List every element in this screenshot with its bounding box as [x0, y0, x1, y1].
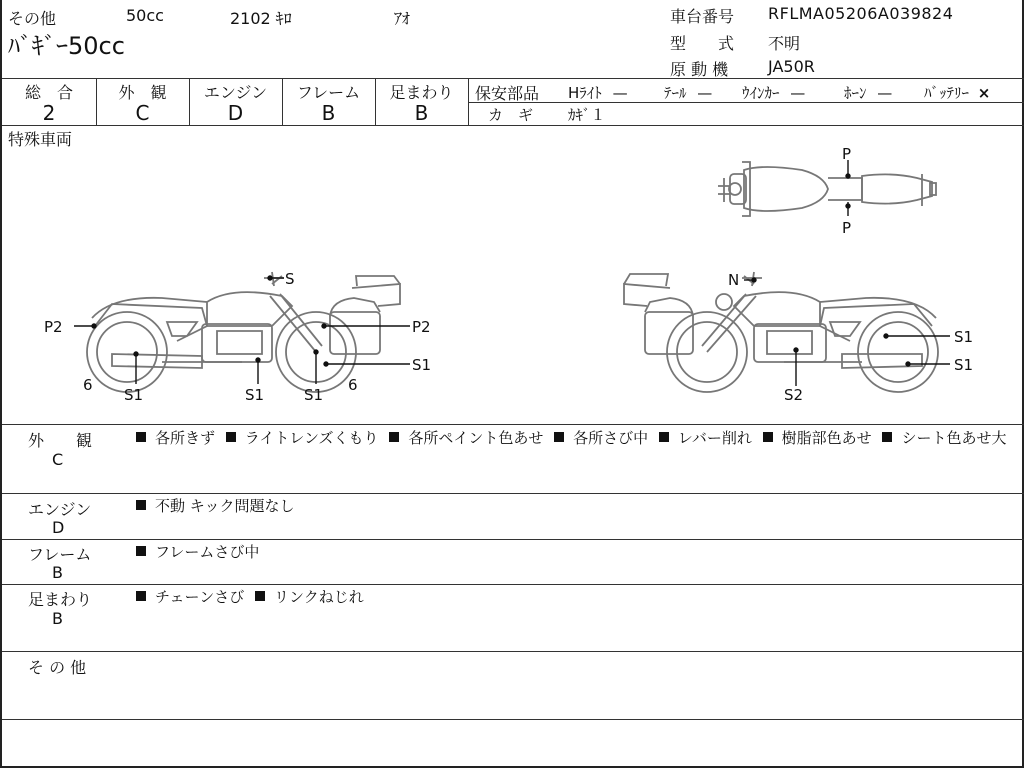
mark-left-5: 6 — [83, 376, 93, 394]
grade-label-exterior: 外 観 — [118, 83, 167, 102]
safety-item-winker — [742, 82, 805, 103]
list-item: フレームさび中 — [136, 543, 259, 561]
section-items-engine — [136, 495, 300, 518]
safety-item-headlight — [568, 82, 628, 103]
section-grade-engine: D — [52, 518, 65, 537]
engine-code: JA50R — [768, 57, 815, 76]
right-side-motorcycle — [624, 272, 938, 392]
mark-top-1: P — [842, 145, 852, 163]
model-code: 不明 — [768, 34, 801, 53]
safety-item-name: ｳｲﾝｶｰ — [742, 84, 780, 102]
section-items-exterior — [136, 427, 1016, 450]
grade-label-frame: フレーム — [296, 83, 361, 102]
mark-top-2: P — [842, 219, 852, 237]
mark-left-9: 6 — [348, 376, 358, 394]
safety-item-status: — — [790, 84, 806, 102]
mark-right-3: S1 — [954, 356, 974, 374]
mark-left-2: P2 — [44, 318, 63, 336]
color: ｱｵ — [394, 9, 411, 28]
key-label: カ ギ — [488, 106, 534, 124]
mark-left-1: S — [285, 270, 295, 288]
grade-label-engine: エンジン — [203, 83, 268, 102]
safety-item-battery — [924, 82, 990, 103]
section-grade-exterior: C — [52, 450, 64, 469]
mark-left-4: S1 — [412, 356, 432, 374]
section-label-suspension: 足まわり — [28, 590, 93, 609]
section-label-engine: エンジン — [28, 500, 92, 519]
safety-item-name: ﾎｰﾝ — [844, 84, 867, 102]
safety-item-name: ﾃｰﾙ — [664, 84, 687, 102]
safety-item-status: — — [612, 84, 628, 102]
safety-item-horn — [844, 82, 892, 103]
grade-value-overall: 2 — [42, 101, 56, 125]
list-item: 各所きず — [136, 429, 215, 447]
mark-right-2: S1 — [954, 328, 974, 346]
section-label-other: そ の 他 — [28, 658, 87, 677]
mark-right-1: N — [728, 271, 740, 289]
section-label-frame: フレーム — [28, 545, 92, 564]
section-items-frame — [136, 541, 265, 564]
model-name: ﾊﾞｷﾞｰ50cc — [8, 32, 125, 60]
frame-no: RFLMA05206A039824 — [768, 4, 954, 23]
safety-item-status: — — [877, 84, 893, 102]
safety-label: 保安部品 — [475, 84, 540, 103]
mark-left-6: S1 — [124, 386, 144, 404]
list-item: 各所さび中 — [554, 429, 648, 447]
top-view-motorcycle — [718, 162, 936, 216]
list-item: レバー削れ — [659, 429, 752, 447]
grade-value-frame: B — [321, 101, 336, 125]
safety-item-name: Hﾗｲﾄ — [568, 84, 602, 102]
mark-left-7: S1 — [245, 386, 265, 404]
list-item: ライトレンズくもり — [226, 429, 379, 447]
key-value: ｶｷﾞ１ — [568, 106, 606, 124]
mark-right-4: S2 — [784, 386, 804, 404]
section-grade-suspension: B — [52, 609, 63, 628]
displacement: 50cc — [126, 6, 164, 25]
category-label: その他 — [8, 9, 57, 28]
grade-value-exterior: C — [135, 101, 150, 125]
list-item: 樹脂部色あせ — [763, 429, 872, 447]
engine-label: 原 動 機 — [670, 60, 729, 79]
section-items-suspension — [136, 586, 370, 609]
left-side-motorcycle — [87, 272, 400, 392]
frame-no-label: 車台番号 — [670, 7, 735, 26]
list-item: リンクねじれ — [255, 588, 364, 606]
safety-item-status: × — [977, 84, 991, 102]
mileage: 2102 ｷﾛ — [230, 9, 292, 28]
list-item: 不動 キック問題なし — [136, 497, 294, 515]
special-vehicle-label: 特殊車両 — [8, 130, 73, 149]
grade-value-engine: D — [227, 101, 244, 125]
safety-item-status: — — [697, 84, 713, 102]
list-item: 各所ペイント色あせ — [389, 429, 543, 447]
list-item: シート色あせ大 — [882, 429, 1006, 447]
mark-left-8: S1 — [304, 386, 324, 404]
section-grade-frame: B — [52, 563, 63, 582]
section-label-exterior: 外 観 — [28, 431, 93, 450]
safety-item-tail — [664, 82, 712, 103]
grade-value-suspension: B — [414, 101, 429, 125]
model-code-label: 型 式 — [670, 34, 735, 53]
grade-label-suspension: 足まわり — [389, 83, 454, 102]
list-item: チェーンさび — [136, 588, 244, 606]
mark-left-3: P2 — [412, 318, 431, 336]
grade-label-overall: 総 合 — [24, 83, 73, 102]
motorcycle-diagram — [2, 126, 1024, 424]
safety-item-name: ﾊﾞｯﾃﾘｰ — [924, 84, 970, 102]
